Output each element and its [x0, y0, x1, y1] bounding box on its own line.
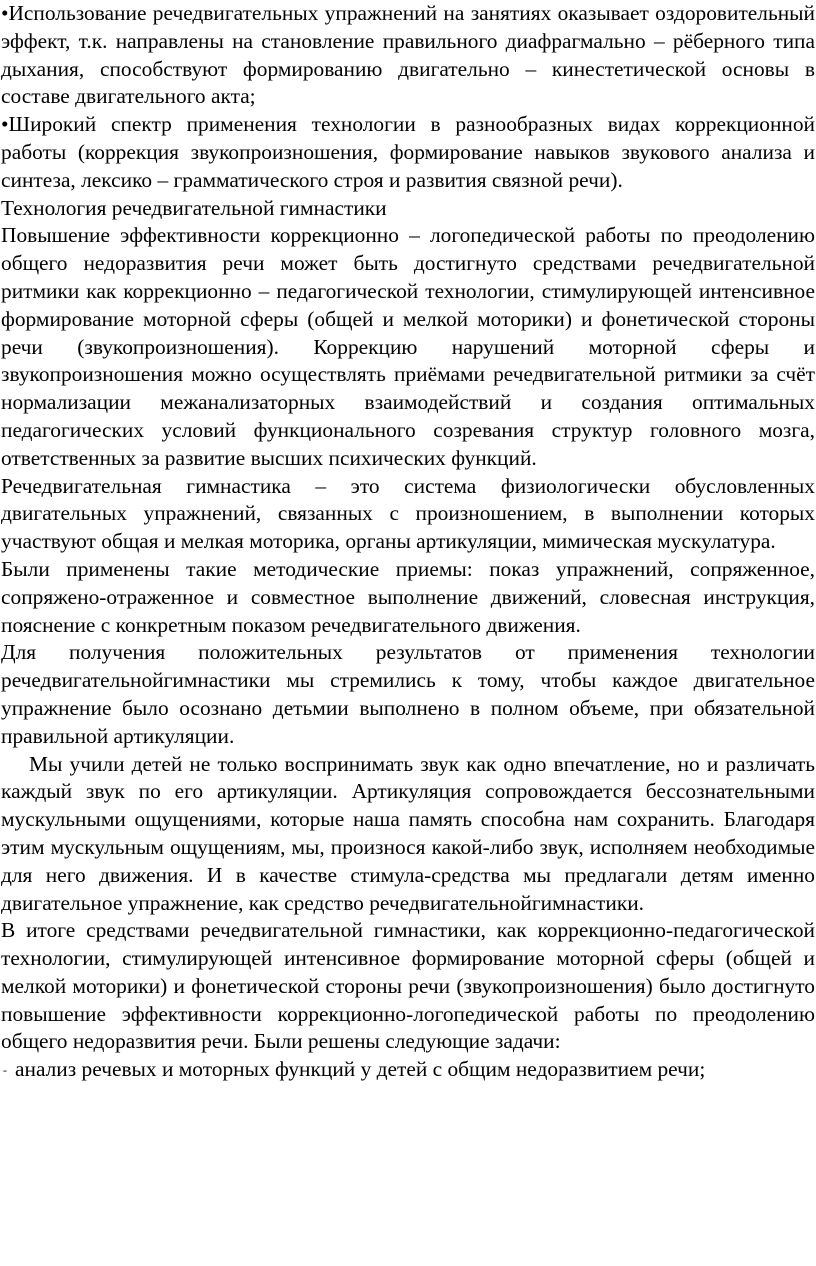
paragraph-itog: В итоге средствами речедвигательной гимнастики, как коррекционно-педагогической технологии, стимулирующей интенсивное формирование моторной сферы (общей и мелкой моторики) и фонетической стороны речи (звукопроизношения) было достигнуто повышение эффективности коррекционно-логопедической работы по преодолению общего недоразвития речи. Были решены следующие задачи:	[1, 918, 815, 1054]
paragraph-rezultaty: Для получения положительных результатов от применения технологии речедвигательнойгимнастики мы стремились к тому, чтобы каждое двигательное упражнение было осознано детьмии выполнено в полном объеме, при обязательной правильной артикуляции.	[1, 640, 815, 748]
bullet-paragraph-dyhanie: •Использование речедвигательных упражнений на занятиях оказывает оздоровительный эффект, т.к. направлены на становление правильного диафрагмально – рёберного типа дыхания, способствуют формированию двигательно – кинестетической основы в составе двигательного акта;	[1, 1, 815, 109]
paragraph-effektivnost: Повышение эффективности коррекционно – логопедической работы по преодолению общего недоразвития речи может быть достигнуто средствами речедвигательной ритмики как коррекционно – педагогической технологии, стимулирующей интенсивное формирование моторной сферы (общей и мелкой моторики) и фонетической стороны речи (звукопроизношения). Коррекцию нарушений моторной сферы и звукопроизношения можно осуществлять приёмами речедвигательной ритмики за счёт нормализации межанализаторных взаимодействий и создания оптимальных педагогических условий функционального созревания структур головного мозга, ответственных за развитие высших психических функций.	[1, 223, 815, 470]
section-heading: Технология речедвигательной гимнастики	[1, 195, 387, 220]
paragraph-artikulyaciya: Мы учили детей не только воспринимать звук как одно впечатление, но и различать каждый звук по его артикуляции. Артикуляция сопровождается бессознательными мускульными ощущениями, которые наша память способна нам сохранить. Благодаря этим мускульным ощущениям, мы, произнося какой-либо звук, исполняем необходимые для него движения. И в качестве стимула-средства мы предлагали детям именно двигательное упражнение, как средство речедвигательнойгимнастики.	[1, 751, 815, 915]
list-dash-marker: -	[3, 1063, 7, 1078]
list-item	[1, 1056, 815, 1084]
list-item-text: анализ речевых и моторных функций у детей с общим недоразвитием речи;	[15, 1057, 706, 1082]
bullet-paragraph-spektr: •Широкий спектр применения технологии в разнообразных видах коррекционной работы (коррекция звукопроизношения, формирование навыков звукового анализа и синтеза, лексико – грамматического строя и развития связной речи).	[1, 112, 815, 192]
paragraph-priemy: Были применены такие методические приемы: показ упражнений, сопряженное, сопряжено-отраженное и совместное выполнение движений, словесная инструкция, пояснение с конкретным показом речедвигательного движения.	[1, 556, 815, 637]
paragraph-definition: Речедвигательная гимнастика – это система физиологически обусловленных двигательных упражнений, связанных с произношением, в выполнении которых участвуют общая и мелкая моторика, органы артикуляции, мимическая мускулатура.	[1, 473, 815, 554]
